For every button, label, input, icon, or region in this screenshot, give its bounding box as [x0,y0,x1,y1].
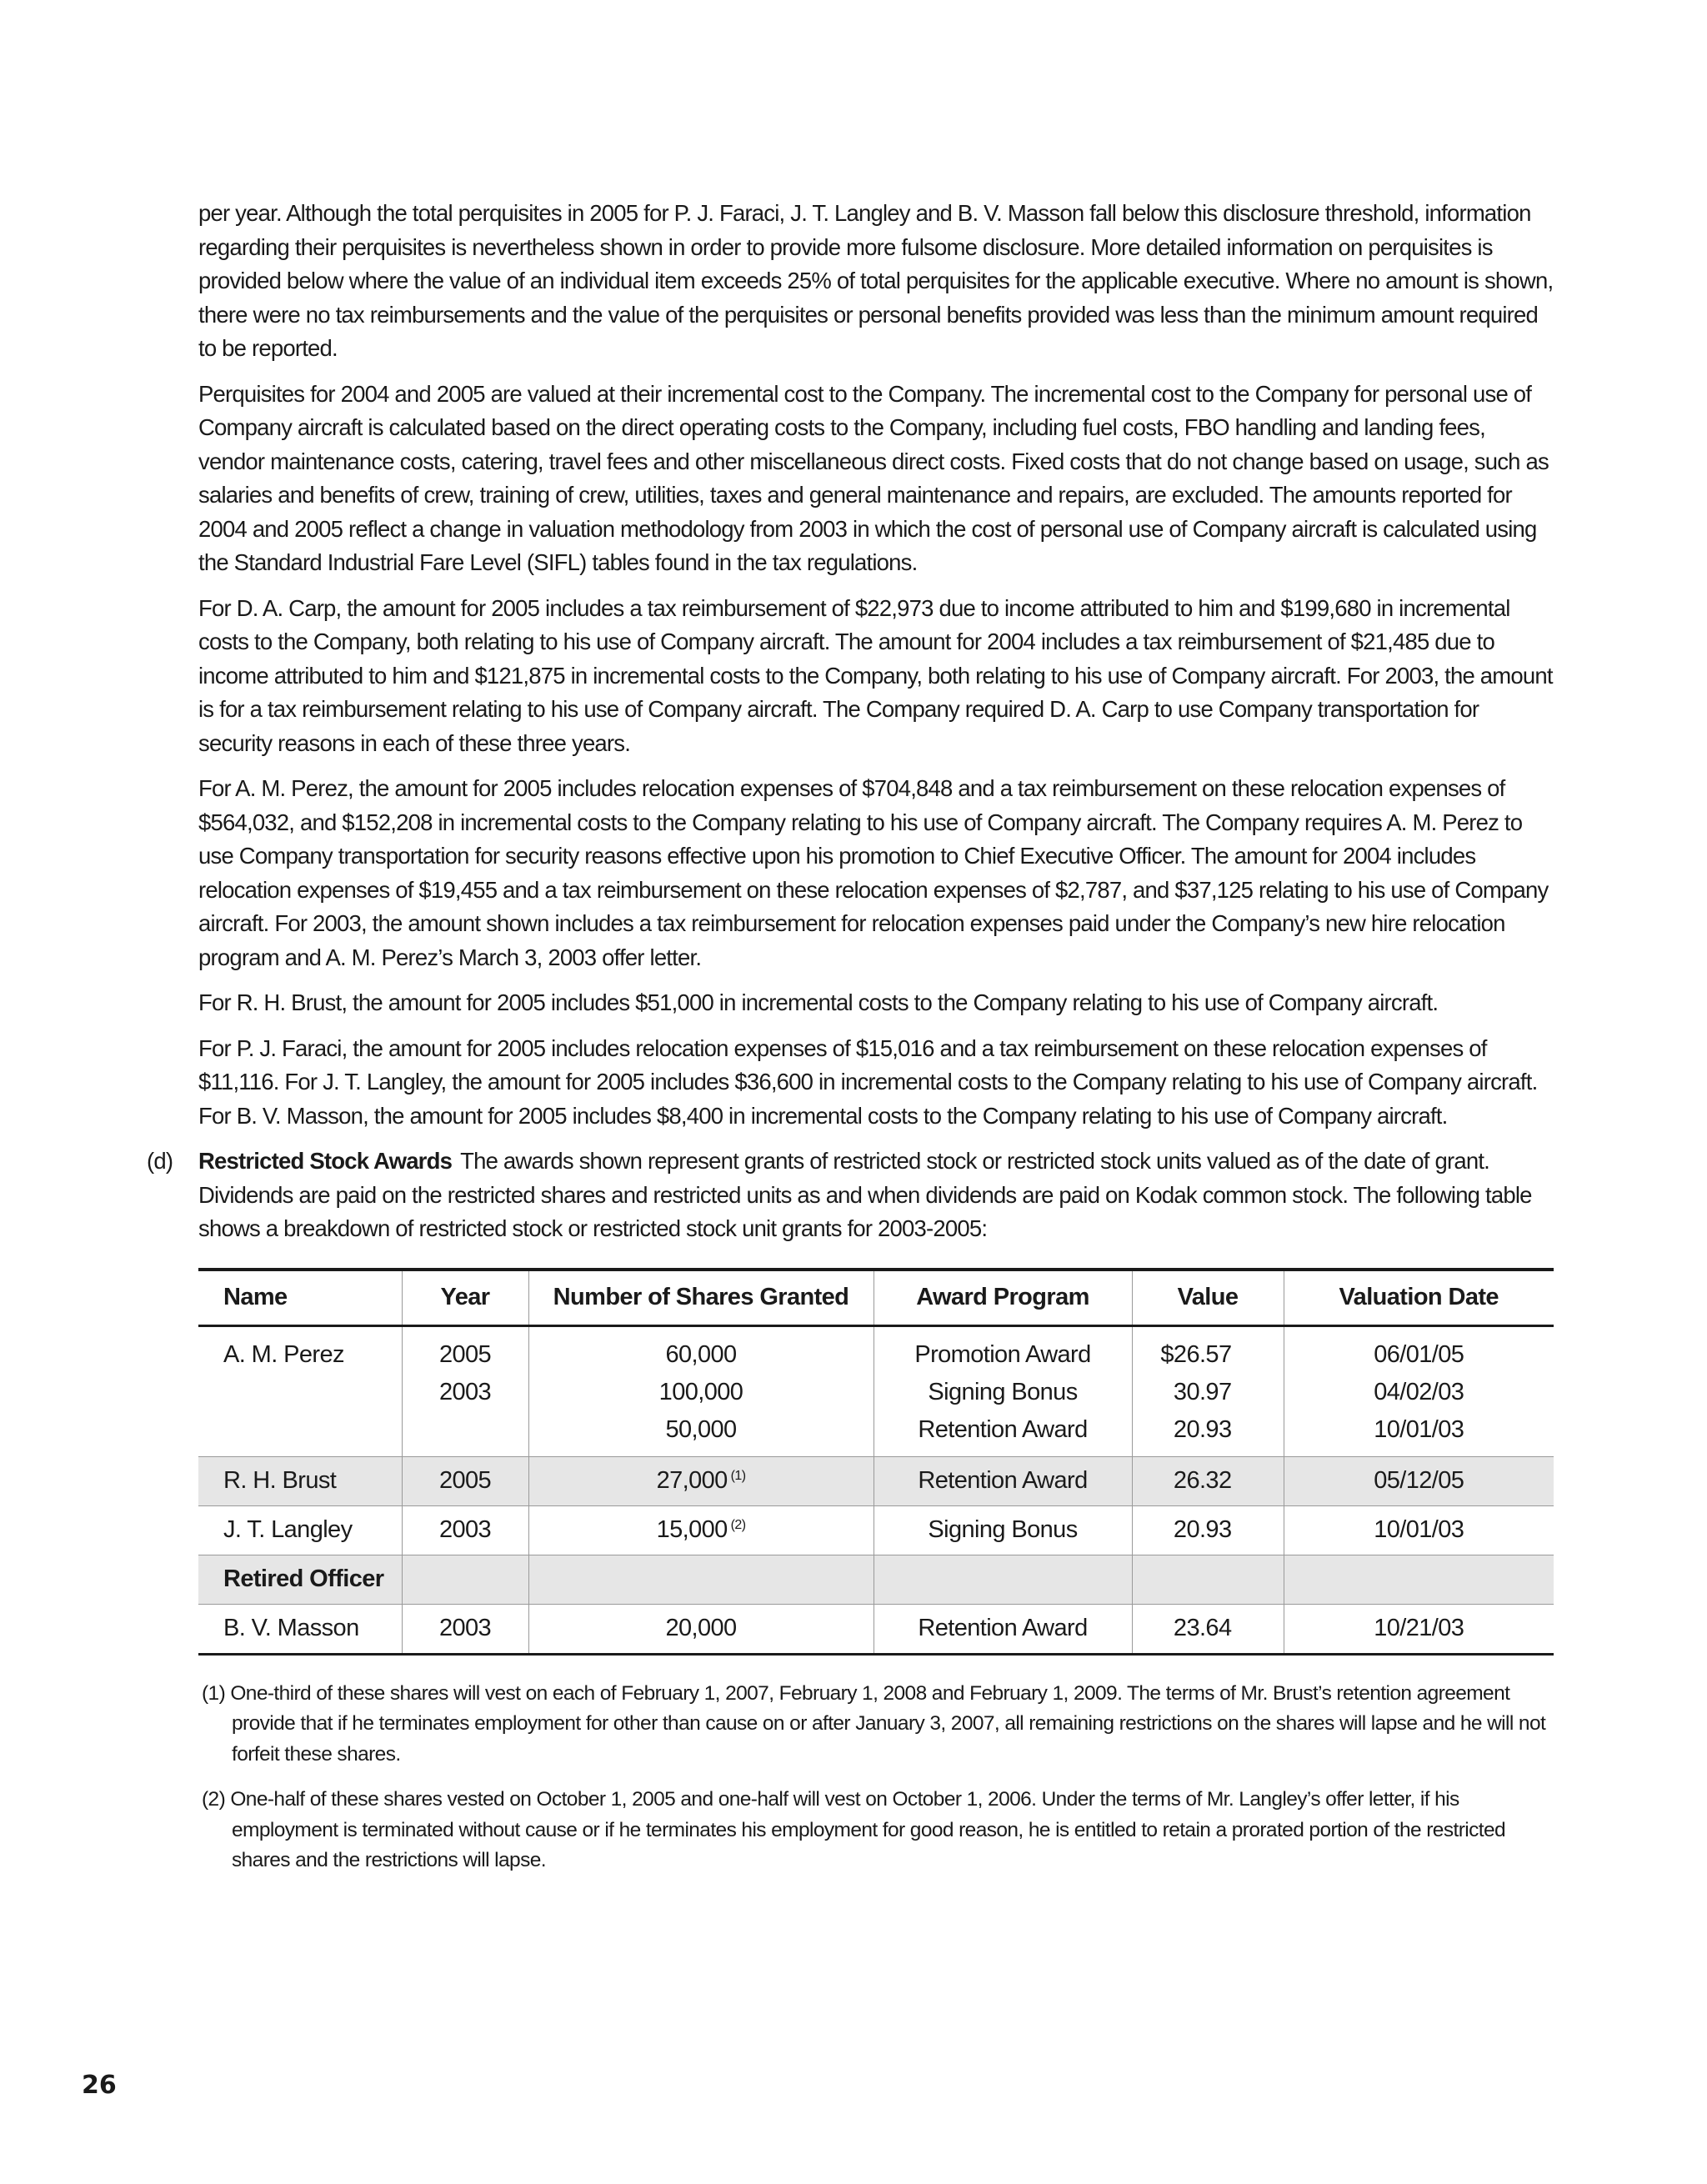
cell-date: 10/21/03 [1284,1604,1554,1654]
footnote-1: (1) One-third of these shares will vest on each of February 1, 2007, February 1, 2008 and February 1, 2009. The terms of Mr. Brust’s retention agreement provide that if he terminates employment for other than cause on or after January 3, 2007, all remaining restrictions on the shares will lapse and he will not forfeit these shares. [202,1681,1546,1766]
cell-year [402,1325,528,1456]
cell-date: 10/01/03 [1284,1505,1554,1555]
restricted-stock-section [147,1145,1557,1246]
cell-line: 06/01/05 [1374,1340,1464,1368]
paragraph-perez: For A. M. Perez, the amount for 2005 includes relocation expenses of $704,848 and a tax reimbursement on these relocation expenses of $564,032, and $152,208 in incremental costs to the Company relating to his use of Company aircraft. The Company requires A. M. Perez to use Company transportation for security reasons effective upon his promotion to Chief Executive Officer. The amount for 2004 includes relocation expenses of $19,455 and a tax reimbursement on these relocation expenses of $2,787, and $37,125 relating to his use of Company aircraft. For 2003, the amount shown includes a tax reimbursement for relocation expenses paid under the Company’s new hire relocation program and A. M. Perez’s March 3, 2003 offer letter. [198,775,1549,970]
restricted-stock-table [198,1268,1554,1656]
cell-line: 30.97 [1173,1378,1232,1405]
header-shares: Number of Shares Granted [528,1270,874,1326]
cell-value: 20.93 [1132,1505,1284,1555]
cell-line: 2003 [438,1378,492,1405]
table-header-row [198,1270,1554,1326]
table-row [198,1325,1554,1456]
cell-name: R. H. Brust [198,1456,402,1505]
cell-year: 2003 [402,1505,528,1555]
footnote-ref: (1) [730,1469,746,1483]
shares-value: 15,000 [656,1516,728,1543]
table-row [198,1505,1554,1555]
section-text: The awards shown represent grants of restricted stock or restricted stock units valued as of the date of grant. Dividends are paid on the restricted shares and restricted units as and when dividends are paid on Kodak common stock. The following table shows a breakdown of restricted stock or restricted stock unit grants for 2003-2005: [198,1148,1532,1241]
cell-line: 10/01/03 [1374,1415,1464,1443]
cell-name: B. V. Masson [198,1604,402,1654]
cell-empty [1284,1555,1554,1604]
cell-program: Retention Award [874,1456,1132,1505]
cell-shares [528,1505,874,1555]
cell-line: 04/02/03 [1374,1378,1464,1405]
cell-program: Retention Award [874,1604,1132,1654]
cell-line: 20.93 [1173,1415,1232,1443]
paragraph-perquisites-threshold: per year. Although the total perquisites in 2005 for P. J. Faraci, J. T. Langley and B. V. Masson fall below this disclosure threshold, information regarding their perquisites is nevertheless shown in order to provide more fulsome disclosure. More detailed information on perquisites is provided below where the value of an individual item exceeds 25% of total perquisites for the applicable executive. Where no amount is shown, there were no tax reimbursements and the value of the perquisites or personal benefits provided was less than the minimum amount required to be reported. [198,200,1554,361]
cell-program [874,1325,1132,1456]
footnote-2: (2) One-half of these shares vested on October 1, 2005 and one-half will vest on October 1, 2006. Under the terms of Mr. Langley’s offer letter, if his employment is terminated without cause or if he terminates his employment for good reason, he is entitled to retain a prorated portion of the restricted shares and the restrictions will lapse. [202,1788,1506,1871]
header-year: Year [402,1270,528,1326]
table-row [198,1456,1554,1505]
cell-shares [528,1325,874,1456]
cell-line: 60,000 [665,1340,737,1368]
document-body [147,197,1557,1891]
cell-empty [402,1555,528,1604]
cell-line: Signing Bonus [928,1378,1078,1405]
cell-date: 05/12/05 [1284,1456,1554,1505]
paragraph-brust: For R. H. Brust, the amount for 2005 includes $51,000 in incremental costs to the Company relating to his use of Company aircraft. [198,989,1439,1015]
cell-line: 2005 [438,1340,492,1368]
retired-officer-label: Retired Officer [198,1555,402,1604]
paragraph-carp: For D. A. Carp, the amount for 2005 includes a tax reimbursement of $22,973 due to income attributed to him and $199,680 in incremental costs to the Company, both relating to his use of Company aircraft. The amount for 2004 includes a tax reimbursement of $21,485 due to income attributed to him and $121,875 in incremental costs to the Company, both relating to his use of Company aircraft. For 2003, the amount is for a tax reimbursement relating to his use of Company aircraft. The Company required D. A. Carp to use Company transportation for security reasons in each of these three years. [198,594,1553,756]
table-row [198,1604,1554,1654]
cell-empty [528,1555,874,1604]
cell-empty [874,1555,1132,1604]
table-footnotes [198,1679,1557,1876]
header-value: Value [1132,1270,1284,1326]
paragraph-faraci-langley-masson: For P. J. Faraci, the amount for 2005 includes relocation expenses of $15,016 and a tax reimbursement on these relocation expenses of $11,116. For J. T. Langley, the amount for 2005 includes $36,600 in incremental costs to the Company relating to his use of Company aircraft. For B. V. Masson, the amount for 2005 includes $8,400 in incremental costs to the Company relating to his use of Company aircraft. [198,1034,1538,1129]
cell-empty [1132,1555,1284,1604]
cell-line: $26.57 [1160,1340,1232,1368]
section-heading: Restricted Stock Awards [198,1148,453,1174]
cell-line: Promotion Award [914,1340,1091,1368]
table-row-retired-label [198,1555,1554,1604]
header-name: Name [198,1270,402,1326]
shares-value: 27,000 [656,1467,728,1494]
cell-date [1284,1325,1554,1456]
cell-value: 26.32 [1132,1456,1284,1505]
cell-name: A. M. Perez [198,1325,402,1456]
header-program: Award Program [874,1270,1132,1326]
cell-value: 23.64 [1132,1604,1284,1654]
cell-line [413,1411,518,1449]
cell-line: Retention Award [918,1415,1088,1443]
cell-year: 2003 [402,1604,528,1654]
header-date: Valuation Date [1284,1270,1554,1326]
cell-name: J. T. Langley [198,1505,402,1555]
cell-line: 50,000 [665,1415,737,1443]
cell-year: 2005 [402,1456,528,1505]
footnote-ref: (2) [730,1518,746,1532]
cell-program: Signing Bonus [874,1505,1132,1555]
page-number: 26 [82,2071,117,2100]
cell-line: 100,000 [658,1378,743,1405]
paragraph-perquisites-valuation: Perquisites for 2004 and 2005 are valued at their incremental cost to the Company. The incremental cost to the Company for personal use of Company aircraft is calculated based on the direct operating costs to the Company, including fuel costs, FBO handling and landing fees, vendor maintenance costs, catering, travel fees and other miscellaneous direct costs. Fixed costs that do not change based on usage, such as salaries and benefits of crew, training of crew, utilities, taxes and general maintenance and repairs, are excluded. The amounts reported for 2004 and 2005 reflect a change in valuation methodology from 2003 in which the cost of personal use of Company aircraft is calculated using the Standard Industrial Fare Level (SIFL) tables found in the tax regulations. [198,380,1549,575]
cell-value [1132,1325,1284,1456]
cell-shares: 20,000 [528,1604,874,1654]
section-marker: (d) [147,1148,173,1174]
cell-shares [528,1456,874,1505]
